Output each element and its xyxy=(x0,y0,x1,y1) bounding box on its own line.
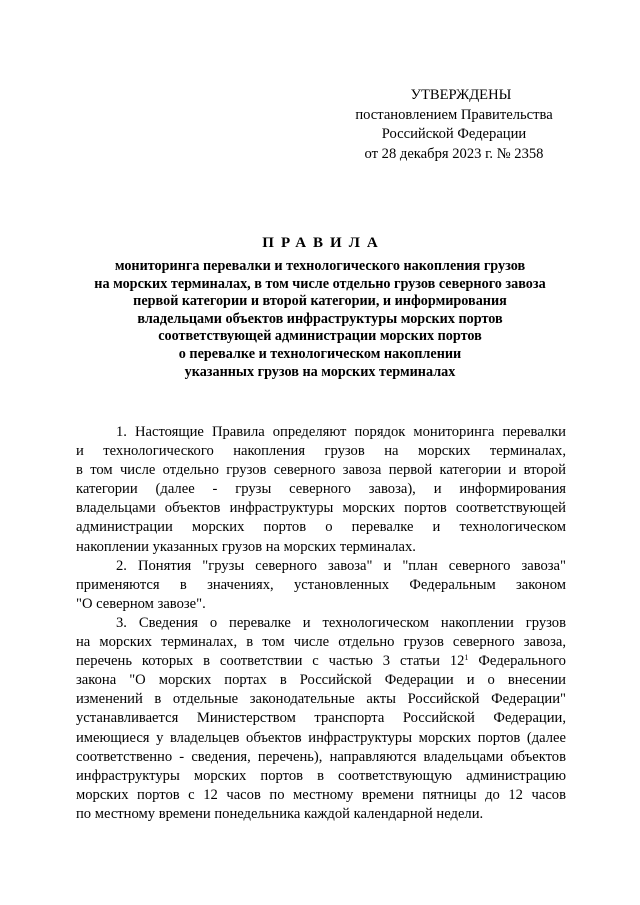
approval-block xyxy=(340,86,568,164)
text-line xyxy=(76,652,566,671)
document-body xyxy=(76,423,566,824)
text-line: изменений в отдельные законодательные акты Российской Федерации" xyxy=(76,691,566,708)
text-line: накоплении указанных грузов на морских терминалах. xyxy=(76,538,416,555)
text-line: "О северном завозе". xyxy=(76,595,206,612)
text-line: имеющиеся у владельцев объектов инфраструктуры морских портов (далее xyxy=(76,729,566,746)
text-line: на морских терминалах, в том числе отдельно грузов северного завоза, xyxy=(76,634,566,651)
subtitle-line: на морских терминалах, в том числе отдельно грузов северного завоза xyxy=(94,275,546,292)
approval-line-1: постановлением Правительства xyxy=(355,106,553,123)
text-fragment: перечень которых в соответствии с частью 3 статьи 12 xyxy=(76,653,465,670)
text-line: 2. Понятия "грузы северного завоза" и "план северного завоза" xyxy=(116,557,566,574)
subtitle-line: соответствующей администрации морских портов xyxy=(158,328,482,345)
text-line: и технологического накопления грузов на морских терминалах, xyxy=(76,443,566,460)
document-subtitle xyxy=(60,258,580,381)
footnote-marker: 1 xyxy=(464,653,469,663)
subtitle-line: владельцами объектов инфраструктуры морских портов xyxy=(137,310,503,327)
subtitle-line: первой категории и второй категории, и информирования xyxy=(133,293,507,310)
text-line: по местному времени понедельника каждой календарной недели. xyxy=(76,805,484,822)
approved-heading: УТВЕРЖДЕНЫ xyxy=(410,87,512,103)
text-line: 1. Настоящие Правила определяют порядок мониторинга перевалки xyxy=(116,424,566,440)
text-line: в том числе отдельно грузов северного завоза первой категории и второй xyxy=(76,462,566,479)
approval-line-3: от 28 декабря 2023 г. № 2358 xyxy=(364,145,544,162)
text-line: владельцами объектов инфраструктуры морских портов соответствующей xyxy=(76,500,566,517)
approval-line-2: Российской Федерации xyxy=(381,126,527,142)
paragraph-1 xyxy=(76,423,566,557)
text-line: морских портов с 12 часов по местному времени пятницы до 12 часов xyxy=(76,786,566,803)
text-line: 3. Сведения о перевалке и технологическом накоплении грузов xyxy=(116,614,566,631)
text-line: закона "О морских портах в Российской Федерации и о внесении xyxy=(76,672,566,689)
text-line: администрации морских портов о перевалке и технологическом xyxy=(76,519,566,536)
text-line: устанавливается Министерством транспорта Российской Федерации, xyxy=(76,710,566,727)
subtitle-line: о перевалке и технологическом накоплении xyxy=(178,345,462,362)
text-line: применяются в значениях, установленных Федеральным законом xyxy=(76,576,566,593)
text-line: категории (далее - грузы северного завоза), и информирования xyxy=(76,481,566,498)
subtitle-line: указанных грузов на морских терминалах xyxy=(184,363,456,380)
text-line: соответственно - сведения, перечень), направляются владельцами объектов xyxy=(76,748,566,765)
paragraph-3 xyxy=(76,614,566,824)
text-line: инфраструктуры морских портов в соответствующую администрацию xyxy=(76,767,566,784)
text-fragment: Федерального xyxy=(478,653,566,670)
subtitle-line: мониторинга перевалки и технологического накопления грузов xyxy=(114,258,526,274)
document-title: ПРАВИЛА xyxy=(262,235,385,251)
paragraph-2 xyxy=(76,557,566,614)
